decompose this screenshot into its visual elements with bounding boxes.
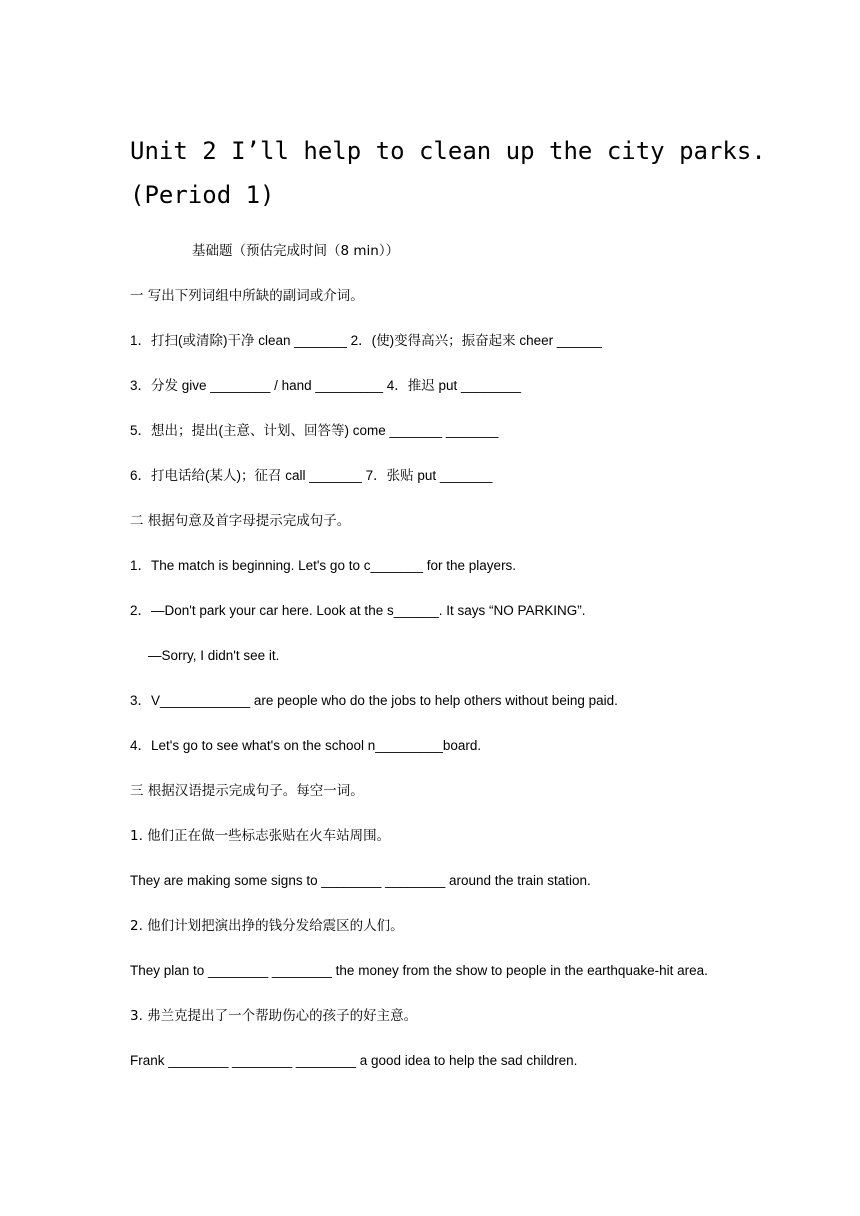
section-1-item: 6．打电话给(某人)；征召 call _______ 7．张贴 put _______ bbox=[130, 468, 493, 483]
section-3-prompt: 2. 他们计划把演出挣的钱分发给震区的人们。 bbox=[130, 918, 404, 934]
section-3-sentence: They plan to ________ ________ the money from the show to people in the earthquake-hit area. bbox=[130, 963, 708, 978]
section-2-item: 2．—Don't park your car here. Look at the s______. It says “NO PARKING”. bbox=[130, 603, 586, 618]
section-1-heading: 一 写出下列词组中所缺的副词或介词。 bbox=[130, 288, 364, 304]
page-title-line-1: Unit 2 I’ll help to clean up the city parks. bbox=[130, 137, 766, 165]
section-2-heading: 二 根据句意及首字母提示完成句子。 bbox=[130, 513, 351, 529]
section-2-item-reply: —Sorry, I didn't see it. bbox=[148, 648, 280, 663]
section-3-prompt: 1. 他们正在做一些标志张贴在火车站周围。 bbox=[130, 828, 391, 844]
section-3-heading: 三 根据汉语提示完成句子。每空一词。 bbox=[130, 783, 364, 799]
section-1-item: 1．打扫(或清除)干净 clean _______ 2．(使)变得高兴；振奋起来 cheer ______ bbox=[130, 333, 602, 348]
section-1-item: 5．想出；提出(主意、计划、回答等) come _______ _______ bbox=[130, 423, 499, 438]
section-2-item: 1．The match is beginning. Let's go to c_______ for the players. bbox=[130, 558, 517, 573]
page-title-line-2: (Period 1) bbox=[130, 181, 275, 209]
subtitle: 基础题（预估完成时间（8 min）） bbox=[192, 243, 400, 259]
section-3-sentence: They are making some signs to ________ ________ around the train station. bbox=[130, 873, 591, 888]
section-2-item: 4．Let's go to see what's on the school n_________board. bbox=[130, 738, 482, 753]
section-3-sentence: Frank ________ ________ ________ a good idea to help the sad children. bbox=[130, 1053, 578, 1068]
section-1-item: 3．分发 give ________ / hand _________ 4．推迟 put ________ bbox=[130, 378, 522, 393]
section-3-prompt: 3. 弗兰克提出了一个帮助伤心的孩子的好主意。 bbox=[130, 1008, 418, 1024]
section-2-item: 3．V____________ are people who do the jobs to help others without being paid. bbox=[130, 693, 618, 708]
